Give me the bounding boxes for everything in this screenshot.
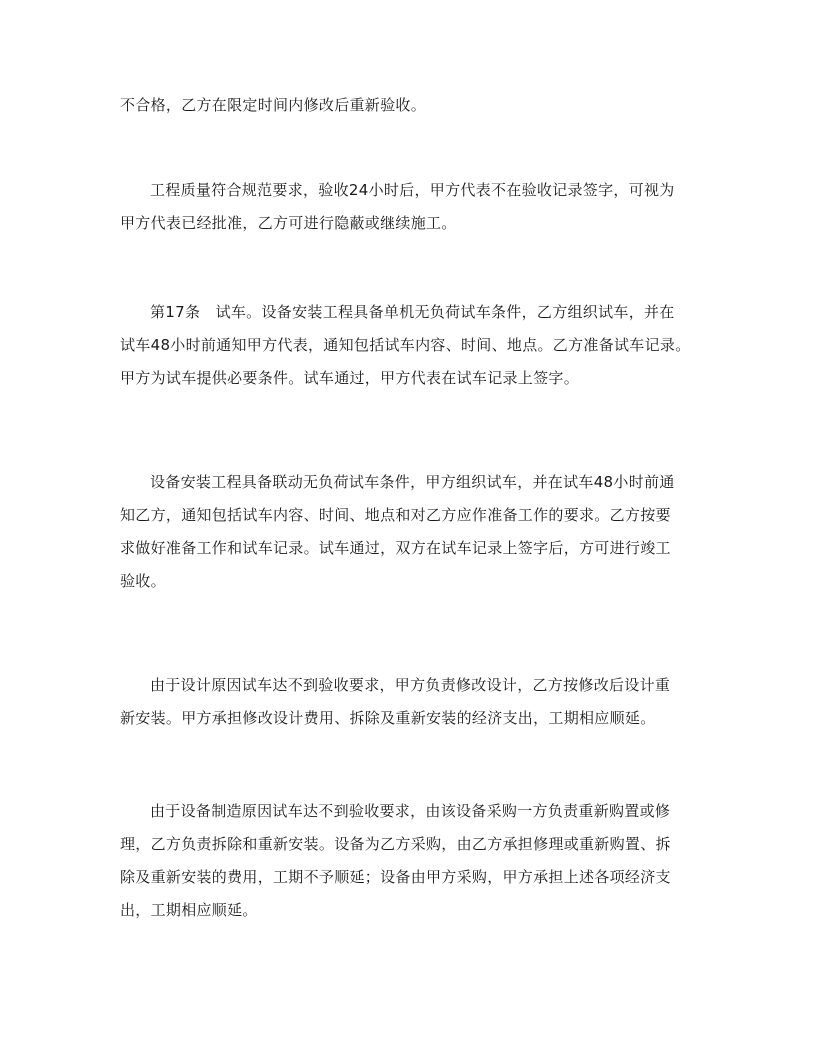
paragraph-line: 甲方代表已经批准，乙方可进行隐蔽或继续施工。 bbox=[120, 214, 457, 232]
paragraph-design-cause bbox=[120, 669, 700, 735]
paragraph-line: 出，工期相应顺延。 bbox=[120, 901, 258, 919]
paragraph-line: 由于设备制造原因试车达不到验收要求，由该设备采购一方负责重新购置或修 bbox=[150, 802, 671, 820]
paragraph-line: 知乙方，通知包括试车内容、时间、地点和对乙方应作准备工作的要求。乙方按要 bbox=[120, 506, 671, 524]
paragraph-line: 工程质量符合规范要求，验收24小时后，甲方代表不在验收记录签字，可视为 bbox=[150, 181, 675, 199]
paragraph-line: 理，乙方负责拆除和重新安装。设备为乙方采购，由乙方承担修理或重新购置、拆 bbox=[120, 835, 671, 853]
paragraph-line: 求做好准备工作和试车记录。试车通过，双方在试车记录上签字后，方可进行竣工 bbox=[120, 539, 671, 557]
paragraph-quality-acceptance bbox=[120, 174, 700, 240]
paragraph-line: 验收。 bbox=[120, 572, 166, 590]
paragraph-line: 甲方为试车提供必要条件。试车通过，甲方代表在试车记录上签字。 bbox=[120, 369, 580, 387]
paragraph-continuation bbox=[120, 89, 700, 122]
paragraph-line: 不合格，乙方在限定时间内修改后重新验收。 bbox=[120, 96, 427, 114]
paragraph-line: 由于设计原因试车达不到验收要求，甲方负责修改设计，乙方按修改后设计重 bbox=[150, 676, 671, 694]
paragraph-linked-trial-run bbox=[120, 466, 700, 598]
paragraph-article-17-trial-run bbox=[120, 296, 700, 395]
paragraph-equipment-cause bbox=[120, 795, 700, 927]
paragraph-line: 试车48小时前通知甲方代表，通知包括试车内容、时间、地点。乙方准备试车记录。 bbox=[120, 336, 691, 354]
paragraph-line: 除及重新安装的费用，工期不予顺延；设备由甲方采购，甲方承担上述各项经济支 bbox=[120, 868, 671, 886]
paragraph-line: 第17条 试车。设备安装工程具备单机无负荷试车条件，乙方组织试车，并在 bbox=[150, 303, 675, 321]
paragraph-line: 新安装。甲方承担修改设计费用、拆除及重新安装的经济支出，工期相应顺延。 bbox=[120, 709, 656, 727]
paragraph-line: 设备安装工程具备联动无负荷试车条件，甲方组织试车，并在试车48小时前通 bbox=[150, 473, 675, 491]
